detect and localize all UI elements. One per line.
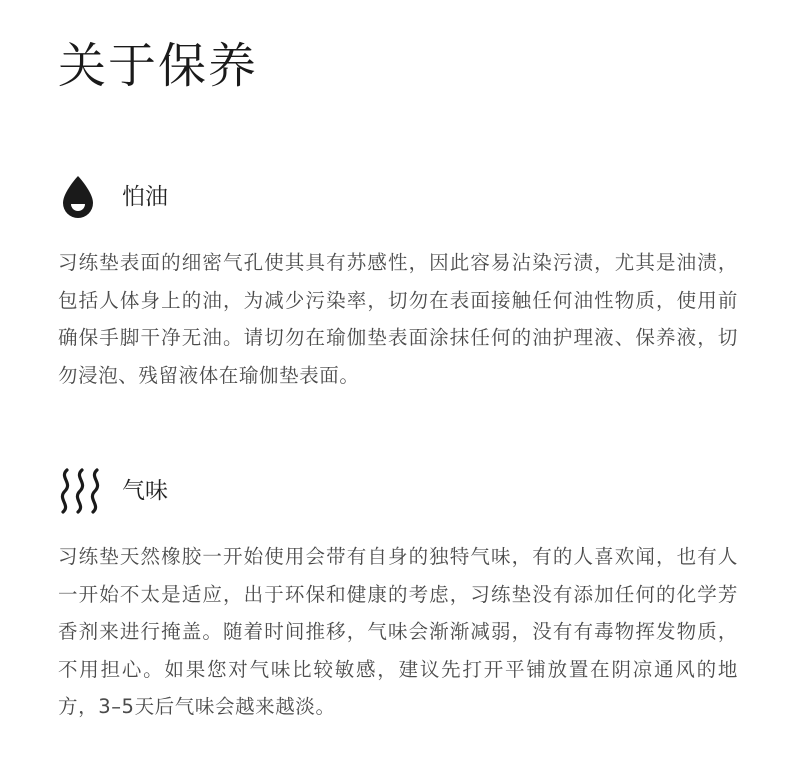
odor-text: 习练垫天然橡胶一开始使用会带有自身的独特气味，有的人喜欢闻，也有人一开始不太是适应，出于环保和健康的考虑，习练垫没有添加任何的化学芳香剂来进行掩盖。随着时间推移，气味会渐渐减弱，没有有毒物挥发物质，不用担心。如果您对气味比较敏感，建议先打开平铺放置在阴凉通风的地方，3–5天后气味会越来越淡。 — [58, 545, 738, 718]
oil-care-text: 习练垫表面的细密气孔使其具有苏感性，因此容易沾染污渍，尤其是油渍，包括人体身上的油，为减少污染率，切勿在表面接触任何油性物质，使用前确保手脚干净无油。请切勿在瑜伽垫表面涂抹任何的油护理液、保养液，切勿浸泡、残留液体在瑜伽垫表面。 — [58, 251, 738, 387]
odor-section — [58, 466, 748, 726]
oil-care-title: 怕油 — [122, 184, 168, 210]
page-title: 关于保养 — [58, 38, 259, 94]
oil-care-section — [58, 172, 748, 394]
odor-header — [58, 466, 748, 516]
odor-title: 气味 — [122, 478, 168, 504]
odor-waves-icon — [58, 466, 108, 516]
oil-care-header — [58, 172, 748, 222]
oil-drop-icon — [58, 172, 108, 222]
